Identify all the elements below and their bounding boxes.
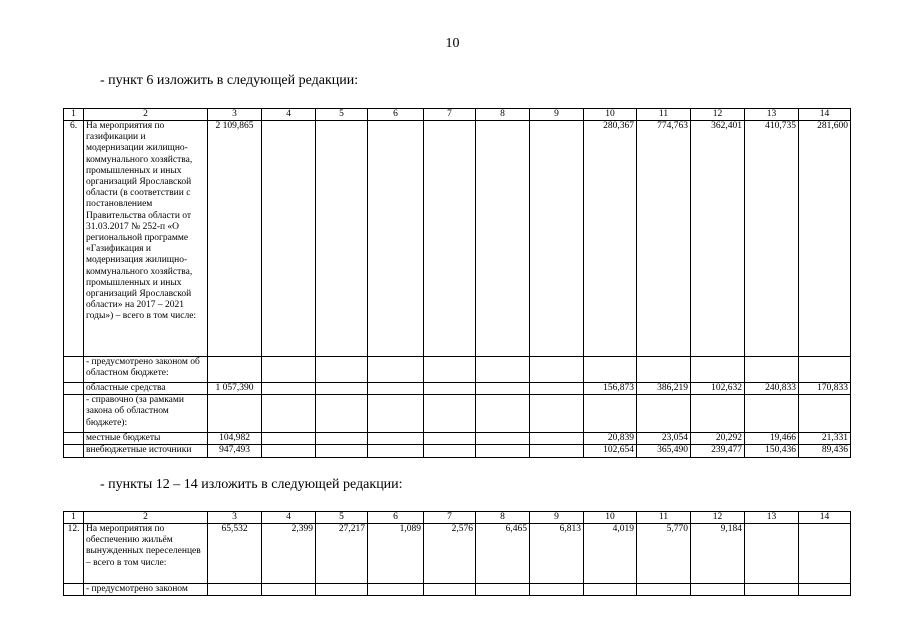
value-cell-10: 280,367 — [584, 121, 637, 357]
value-cell-9 — [530, 357, 584, 383]
value-cell-7 — [424, 445, 476, 457]
value-cell-10: 20,839 — [584, 433, 637, 445]
value-cell-4 — [262, 445, 316, 457]
column-header-2: 2 — [84, 109, 208, 121]
row-number-cell — [64, 357, 84, 383]
row-label-cell: На мероприятия по газификации и модернизации жилищно-коммунального хозяйства, промышленных и иных организаций Ярославской области (в соответствии с постановлением Правительства области от 31.03.2017 № 252-п «О региональной программе «Газификация и модернизация жилищно-коммунального хозяйства, промышленных и иных организаций Ярославской области» на 2017 – 2021 годы») – всего в том числе: — [84, 121, 208, 357]
value-cell-12 — [691, 584, 745, 596]
row-number-cell — [64, 383, 84, 395]
column-header-2: 2 — [84, 512, 208, 524]
value-cell-13 — [745, 524, 799, 584]
value-cell-5: 27,217 — [316, 524, 368, 584]
column-header-13: 13 — [745, 109, 799, 121]
value-cell-9 — [530, 433, 584, 445]
row-label-cell: - предусмотрено законом — [84, 584, 208, 596]
row-label-cell: - предусмотрено законом об областном бюджете: — [84, 357, 208, 383]
column-header-1: 1 — [64, 109, 84, 121]
row-number-cell — [64, 395, 84, 433]
value-cell-9 — [530, 584, 584, 596]
column-header-3: 3 — [208, 109, 262, 121]
table-row — [64, 445, 851, 457]
header-row — [64, 109, 851, 121]
value-cell-10: 4,019 — [584, 524, 637, 584]
value-cell-10 — [584, 357, 637, 383]
table-body — [64, 512, 851, 596]
value-cell-5 — [316, 445, 368, 457]
value-cell-5 — [316, 121, 368, 357]
value-cell-5 — [316, 433, 368, 445]
table-row — [64, 433, 851, 445]
value-cell-10 — [584, 584, 637, 596]
table-row — [64, 383, 851, 395]
value-cell-4 — [262, 383, 316, 395]
value-cell-13: 19,466 — [745, 433, 799, 445]
column-header-9: 9 — [530, 512, 584, 524]
header-row — [64, 512, 851, 524]
value-cell-6 — [368, 584, 424, 596]
value-cell-8: 6,465 — [476, 524, 530, 584]
value-cell-12: 9,184 — [691, 524, 745, 584]
value-cell-9 — [530, 383, 584, 395]
value-cell-3: 947,493 — [208, 445, 262, 457]
instruction-paragraph-6: - пункт 6 изложить в следующей редакции: — [100, 73, 359, 88]
value-cell-8 — [476, 395, 530, 433]
table-paragraph-6 — [63, 108, 851, 458]
value-cell-8 — [476, 584, 530, 596]
table-paragraphs-12-14 — [63, 511, 851, 596]
value-cell-6 — [368, 445, 424, 457]
value-cell-11: 365,490 — [637, 445, 691, 457]
column-header-13: 13 — [745, 512, 799, 524]
value-cell-5 — [316, 357, 368, 383]
value-cell-6 — [368, 121, 424, 357]
value-cell-7 — [424, 383, 476, 395]
value-cell-7 — [424, 357, 476, 383]
value-cell-12: 20,292 — [691, 433, 745, 445]
value-cell-13 — [745, 395, 799, 433]
value-cell-8 — [476, 121, 530, 357]
value-cell-5 — [316, 584, 368, 596]
row-number-cell — [64, 584, 84, 596]
value-cell-12: 239,477 — [691, 445, 745, 457]
value-cell-14 — [799, 395, 851, 433]
column-header-9: 9 — [530, 109, 584, 121]
value-cell-4 — [262, 395, 316, 433]
value-cell-3 — [208, 357, 262, 383]
value-cell-3: 1 057,390 — [208, 383, 262, 395]
row-number-cell: 6. — [64, 121, 84, 357]
row-label-cell: областные средства — [84, 383, 208, 395]
value-cell-10 — [584, 395, 637, 433]
value-cell-7 — [424, 584, 476, 596]
column-header-12: 12 — [691, 109, 745, 121]
column-header-5: 5 — [316, 109, 368, 121]
value-cell-13: 150,436 — [745, 445, 799, 457]
value-cell-5 — [316, 383, 368, 395]
value-cell-3: 2 109,865 — [208, 121, 262, 357]
row-label-cell: На мероприятия по обеспечению жильём вынужденных переселенцев – всего в том числе: — [84, 524, 208, 584]
value-cell-9: 6,813 — [530, 524, 584, 584]
column-header-11: 11 — [637, 109, 691, 121]
column-header-6: 6 — [368, 109, 424, 121]
value-cell-11: 23,054 — [637, 433, 691, 445]
column-header-12: 12 — [691, 512, 745, 524]
value-cell-13: 410,735 — [745, 121, 799, 357]
column-header-8: 8 — [476, 109, 530, 121]
table-body — [64, 109, 851, 458]
value-cell-11: 386,219 — [637, 383, 691, 395]
column-header-14: 14 — [799, 512, 851, 524]
value-cell-6 — [368, 357, 424, 383]
row-number-cell — [64, 445, 84, 457]
value-cell-12: 102,632 — [691, 383, 745, 395]
value-cell-12 — [691, 357, 745, 383]
value-cell-8 — [476, 433, 530, 445]
value-cell-7 — [424, 395, 476, 433]
value-cell-14 — [799, 357, 851, 383]
column-header-7: 7 — [424, 512, 476, 524]
value-cell-8 — [476, 445, 530, 457]
value-cell-4 — [262, 357, 316, 383]
value-cell-14: 170,833 — [799, 383, 851, 395]
column-header-7: 7 — [424, 109, 476, 121]
value-cell-9 — [530, 445, 584, 457]
value-cell-13 — [745, 584, 799, 596]
value-cell-11: 774,763 — [637, 121, 691, 357]
value-cell-6 — [368, 395, 424, 433]
value-cell-4 — [262, 121, 316, 357]
value-cell-7: 2,576 — [424, 524, 476, 584]
column-header-10: 10 — [584, 512, 637, 524]
column-header-4: 4 — [262, 512, 316, 524]
page-number: 10 — [445, 36, 460, 51]
value-cell-8 — [476, 383, 530, 395]
value-cell-14: 21,331 — [799, 433, 851, 445]
row-label-cell: местные бюджеты — [84, 433, 208, 445]
column-header-4: 4 — [262, 109, 316, 121]
value-cell-3: 65,532 — [208, 524, 262, 584]
value-cell-4: 2,399 — [262, 524, 316, 584]
column-header-11: 11 — [637, 512, 691, 524]
table-row — [64, 357, 851, 383]
column-header-8: 8 — [476, 512, 530, 524]
value-cell-14 — [799, 584, 851, 596]
table-row — [64, 584, 851, 596]
value-cell-13: 240,833 — [745, 383, 799, 395]
instruction-paragraphs-12-14: - пункты 12 – 14 изложить в следующей редакции: — [100, 477, 403, 492]
row-label-cell: - справочно (за рамками закона об областном бюджете): — [84, 395, 208, 433]
value-cell-7 — [424, 121, 476, 357]
value-cell-14: 89,436 — [799, 445, 851, 457]
value-cell-6 — [368, 383, 424, 395]
value-cell-14 — [799, 524, 851, 584]
value-cell-12 — [691, 395, 745, 433]
value-cell-9 — [530, 121, 584, 357]
table-row — [64, 395, 851, 433]
value-cell-10: 156,873 — [584, 383, 637, 395]
value-cell-9 — [530, 395, 584, 433]
value-cell-10: 102,654 — [584, 445, 637, 457]
value-cell-11: 5,770 — [637, 524, 691, 584]
value-cell-11 — [637, 584, 691, 596]
value-cell-13 — [745, 357, 799, 383]
column-header-1: 1 — [64, 512, 84, 524]
value-cell-6 — [368, 433, 424, 445]
value-cell-4 — [262, 584, 316, 596]
value-cell-11 — [637, 357, 691, 383]
value-cell-8 — [476, 357, 530, 383]
value-cell-3 — [208, 584, 262, 596]
row-number-cell: 12. — [64, 524, 84, 584]
column-header-14: 14 — [799, 109, 851, 121]
table-row — [64, 121, 851, 357]
column-header-10: 10 — [584, 109, 637, 121]
value-cell-3 — [208, 395, 262, 433]
value-cell-4 — [262, 433, 316, 445]
column-header-6: 6 — [368, 512, 424, 524]
value-cell-3: 104,982 — [208, 433, 262, 445]
column-header-5: 5 — [316, 512, 368, 524]
value-cell-7 — [424, 433, 476, 445]
table-row — [64, 524, 851, 584]
value-cell-14: 281,600 — [799, 121, 851, 357]
value-cell-5 — [316, 395, 368, 433]
value-cell-12: 362,401 — [691, 121, 745, 357]
row-number-cell — [64, 433, 84, 445]
value-cell-6: 1,089 — [368, 524, 424, 584]
column-header-3: 3 — [208, 512, 262, 524]
row-label-cell: внебюджетные источники — [84, 445, 208, 457]
value-cell-11 — [637, 395, 691, 433]
